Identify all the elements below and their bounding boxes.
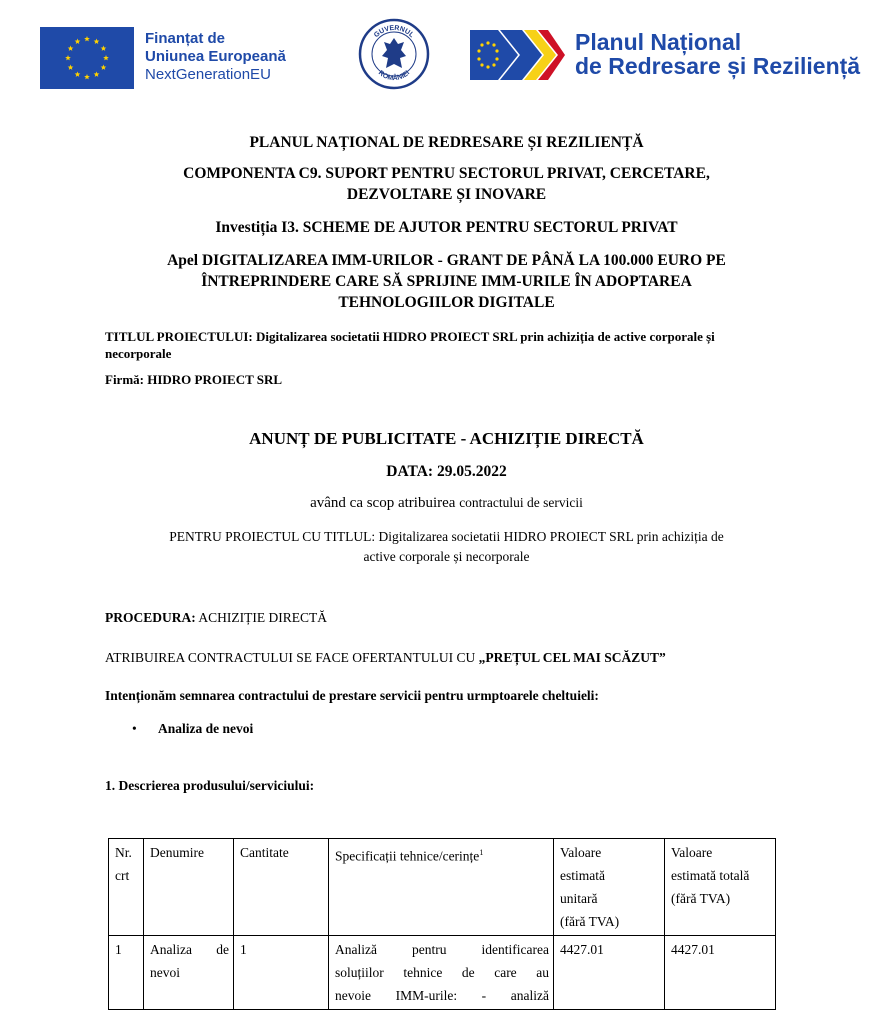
eu-line1: Finanțat de [145, 30, 226, 47]
header-spec-footnote: 1 [479, 848, 484, 857]
title-component-line1: COMPONENTA C9. SUPORT PENTRU SECTORUL PRIVAT, CERCETARE, [183, 165, 710, 182]
cell-spec-line3: nevoie IMM-urile: - analiză [335, 988, 549, 1003]
header-nr-line1: Nr. [115, 845, 132, 860]
seal-top-text: GUVERNUL [373, 24, 416, 40]
header-total-line2: estimată totală [671, 868, 750, 883]
cell-spec-line1: Analiză pentru identificarea [335, 942, 549, 957]
eu-star [68, 46, 74, 51]
header-name: Denumire [144, 839, 234, 936]
cell-unit-value: 4427.01 [554, 936, 665, 1010]
title-call-line2: ÎNTREPRINDERE CARE SĂ SPRIJINE IMM-URILE ÎN ADOPTAREA [201, 273, 692, 290]
eu-star [75, 71, 81, 76]
header-spec-text: Specificații tehnice/cerințe [335, 848, 480, 864]
header-unit-line3: unitară [560, 891, 598, 906]
cell-nr: 1 [109, 936, 144, 1010]
header-total-line1: Valoare [671, 845, 713, 860]
award-text-b: „PREȚUL CEL MAI SCĂZUT” [478, 650, 666, 665]
header-spec [329, 839, 554, 936]
header-total-line3: (fără TVA) [671, 891, 731, 906]
scope-line [90, 493, 803, 513]
announcement-title: ANUNȚ DE PUBLICITATE - ACHIZIȚIE DIRECTĂ [249, 429, 644, 448]
header-unit-line1: Valoare [560, 845, 602, 860]
for-project-line1: PENTRU PROIECTUL CU TITLUL: Digitalizarea societatii HIDRO PROIECT SRL prin achiziția de [169, 529, 724, 544]
cell-name-line2: nevoi [150, 965, 180, 980]
project-title-line2: necorporale [105, 346, 172, 361]
cell-total-value: 4427.01 [665, 936, 776, 1010]
award-line [105, 648, 805, 668]
seal-bottom-text: ROMÂNIEI [376, 69, 412, 83]
government-seal-icon [358, 18, 430, 90]
intent-line: Intenționăm semnarea contractului de prestare servicii pentru urmptoarele cheltuieli: [105, 688, 599, 703]
header-unit-value [554, 839, 665, 936]
header-unit-line4: (fără TVA) [560, 914, 620, 929]
title-component-line2: DEZVOLTARE ȘI INOVARE [346, 186, 547, 203]
eu-star [101, 65, 107, 70]
table-row [109, 936, 776, 1010]
cell-qty: 1 [234, 936, 329, 1010]
title-component [90, 163, 803, 205]
pnrr-line1: Planul Național [575, 29, 742, 55]
scope-text-a: având ca scop atribuirea [310, 495, 460, 511]
services-table [108, 838, 776, 1010]
bullet-item-text: Analiza de nevoi [158, 721, 254, 736]
procedure-label: PROCEDURA: [105, 610, 196, 625]
title-call-line3: TEHNOLOGIILOR DIGITALE [338, 294, 555, 311]
cell-name-line1: Analiza de [150, 942, 229, 957]
eu-line2: Uniunea Europeană [145, 48, 286, 65]
title-call [90, 250, 803, 313]
header-nr [109, 839, 144, 936]
eu-star [84, 74, 90, 79]
eu-funding-label [145, 30, 286, 84]
eu-star [65, 55, 71, 60]
table-header-row [109, 839, 776, 936]
for-project [90, 527, 803, 567]
eu-star [101, 46, 107, 51]
cell-name [144, 936, 234, 1010]
eu-star [84, 36, 90, 41]
pnrr-logo-icon [470, 28, 565, 82]
section-heading: 1. Descrierea produsului/serviciului: [105, 778, 315, 793]
title-call-line1: Apel DIGITALIZAREA IMM-URILOR - GRANT DE PÂNĂ LA 100.000 EURO PE [167, 252, 726, 269]
for-project-line2: active corporale și necorporale [363, 549, 530, 564]
eu-star [94, 39, 100, 44]
title-pnrr: PLANUL NAȚIONAL DE REDRESARE ȘI REZILIENȚĂ [249, 134, 644, 151]
header-total-value [665, 839, 776, 936]
eu-line3: NextGenerationEU [145, 66, 271, 83]
eu-star [68, 65, 74, 70]
bullet-icon: • [132, 721, 137, 736]
pnrr-line2: de Redresare și Reziliență [575, 53, 861, 79]
project-title-line1: TITLUL PROIECTULUI: Digitalizarea societatii HIDRO PROIECT SRL prin achiziția de active corporale și [105, 329, 715, 344]
header-unit-line2: estimată [560, 868, 605, 883]
project-title [105, 328, 805, 362]
procedure-value: ACHIZIȚIE DIRECTĂ [195, 610, 327, 625]
scope-text-b: contractului de servicii [459, 495, 583, 510]
eu-star [75, 39, 81, 44]
cell-spec [329, 936, 554, 1010]
header-nr-line2: crt [115, 868, 130, 883]
eu-star [94, 71, 100, 76]
logo-header [0, 0, 893, 110]
firm-name: Firmă: HIDRO PROIECT SRL [105, 372, 283, 387]
cell-spec-line2: soluțiilor tehnice de care au [335, 965, 549, 980]
pnrr-label [575, 30, 860, 78]
award-text-a: ATRIBUIREA CONTRACTULUI SE FACE OFERTANTULUI CU [105, 650, 479, 665]
eu-star [103, 55, 109, 60]
eu-flag-icon [40, 27, 134, 89]
procedure-line [105, 608, 805, 628]
title-investment: Investiția I3. SCHEME DE AJUTOR PENTRU SECTORUL PRIVAT [215, 219, 678, 236]
announcement-date: DATA: 29.05.2022 [386, 463, 507, 480]
header-qty: Cantitate [234, 839, 329, 936]
